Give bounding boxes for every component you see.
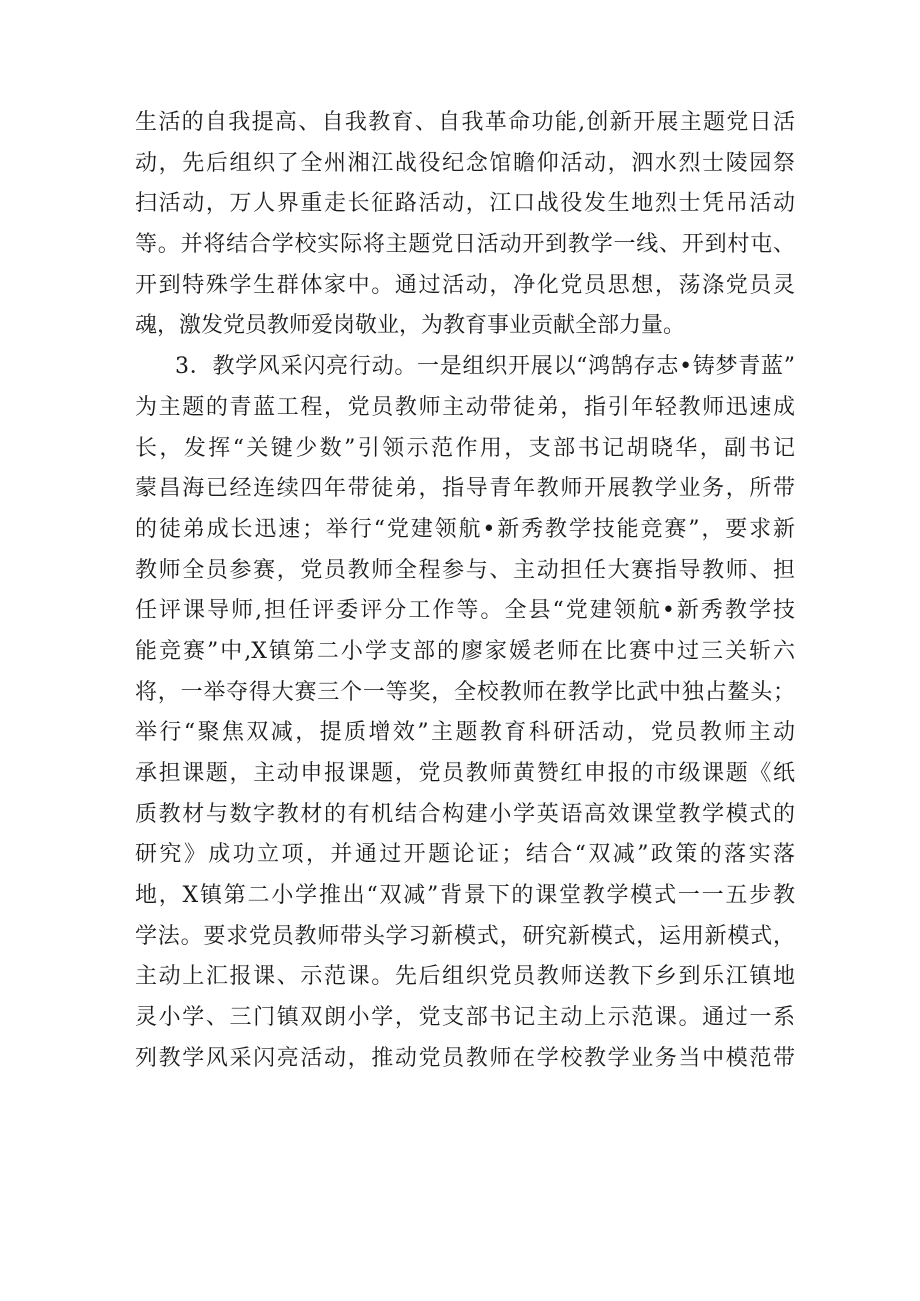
section-heading-line: 3．教学风采闪亮行动。一是组织开展以“鸿鹄存志•铸梦青蓝” [175, 354, 795, 380]
text-line: 列教学风采闪亮活动，推动党员教师在学校教学业务当中模范带 [135, 1045, 795, 1071]
text-line: 魂，激发党员教师爱岗敬业，为教育事业贡献全部力量。 [135, 313, 686, 339]
text-line: 灵小学、三门镇双朗小学，党支部书记主动上示范课。通过一系 [135, 1005, 795, 1031]
text-line: 生活的自我提高、自我教育、自我革命功能,创新开展主题党日活 [135, 110, 795, 135]
text-line: 质教材与数字教材的有机结合构建小学英语高效课堂教学模式的 [135, 801, 795, 827]
text-line: 承担课题，主动申报课题，党员教师黄赞红申报的市级课题《纸 [135, 761, 795, 786]
text-line: 等。并将结合学校实际将主题党日活动开到教学一线、开到村屯、 [135, 232, 795, 258]
text-line: 蒙昌海已经连续四年带徒弟，指导青年教师开展教学业务，所带 [135, 476, 795, 502]
text-line: 学法。要求党员教师带头学习新模式，研究新模式，运用新模式， [135, 923, 795, 949]
text-line: 任评课导师,担任评委评分工作等。全县“党建领航•新秀教学技 [135, 598, 795, 624]
text-line: 的徒弟成长迅速；举行“党建领航•新秀教学技能竞赛”，要求新 [135, 516, 795, 542]
text-line: 能竞赛”中,X镇第二小学支部的廖家媛老师在比赛中过三关斩六 [135, 638, 795, 664]
text-line: 将，一举夺得大赛三个一等奖，全校教师在教学比武中独占鳌头； [135, 679, 795, 705]
text-line: 主动上汇报课、示范课。先后组织党员教师送教下乡到乐江镇地 [135, 964, 795, 990]
text-line: 为主题的青蓝工程，党员教师主动带徒弟，指引年轻教师迅速成 [135, 394, 795, 420]
document-body [135, 103, 795, 1080]
text-line: 举行“聚焦双减，提质增效”主题教育科研活动，党员教师主动 [135, 720, 795, 746]
text-line: 开到特殊学生群体家中。通过活动，净化党员思想，荡涤党员灵 [135, 272, 795, 298]
text-line: 地，X镇第二小学推出“双减”背景下的课堂教学模式一一五步教 [135, 883, 795, 909]
text-line: 长，发挥“关键少数”引领示范作用，支部书记胡晓华，副书记 [135, 435, 795, 461]
paragraph-teaching-style-action [135, 347, 795, 1079]
paragraph-theme-party-day [135, 103, 795, 347]
text-line: 动，先后组织了全州湘江战役纪念馆瞻仰活动，泗水烈士陵园祭 [135, 150, 795, 176]
text-line: 教师全员参赛，党员教师全程参与、主动担任大赛指导教师、担 [135, 557, 795, 583]
text-line: 扫活动，万人界重走长征路活动，江口战役发生地烈士凭吊活动 [135, 191, 795, 217]
text-line: 研究》成功立项，并通过开题论证；结合“双减”政策的落实落 [135, 842, 795, 868]
